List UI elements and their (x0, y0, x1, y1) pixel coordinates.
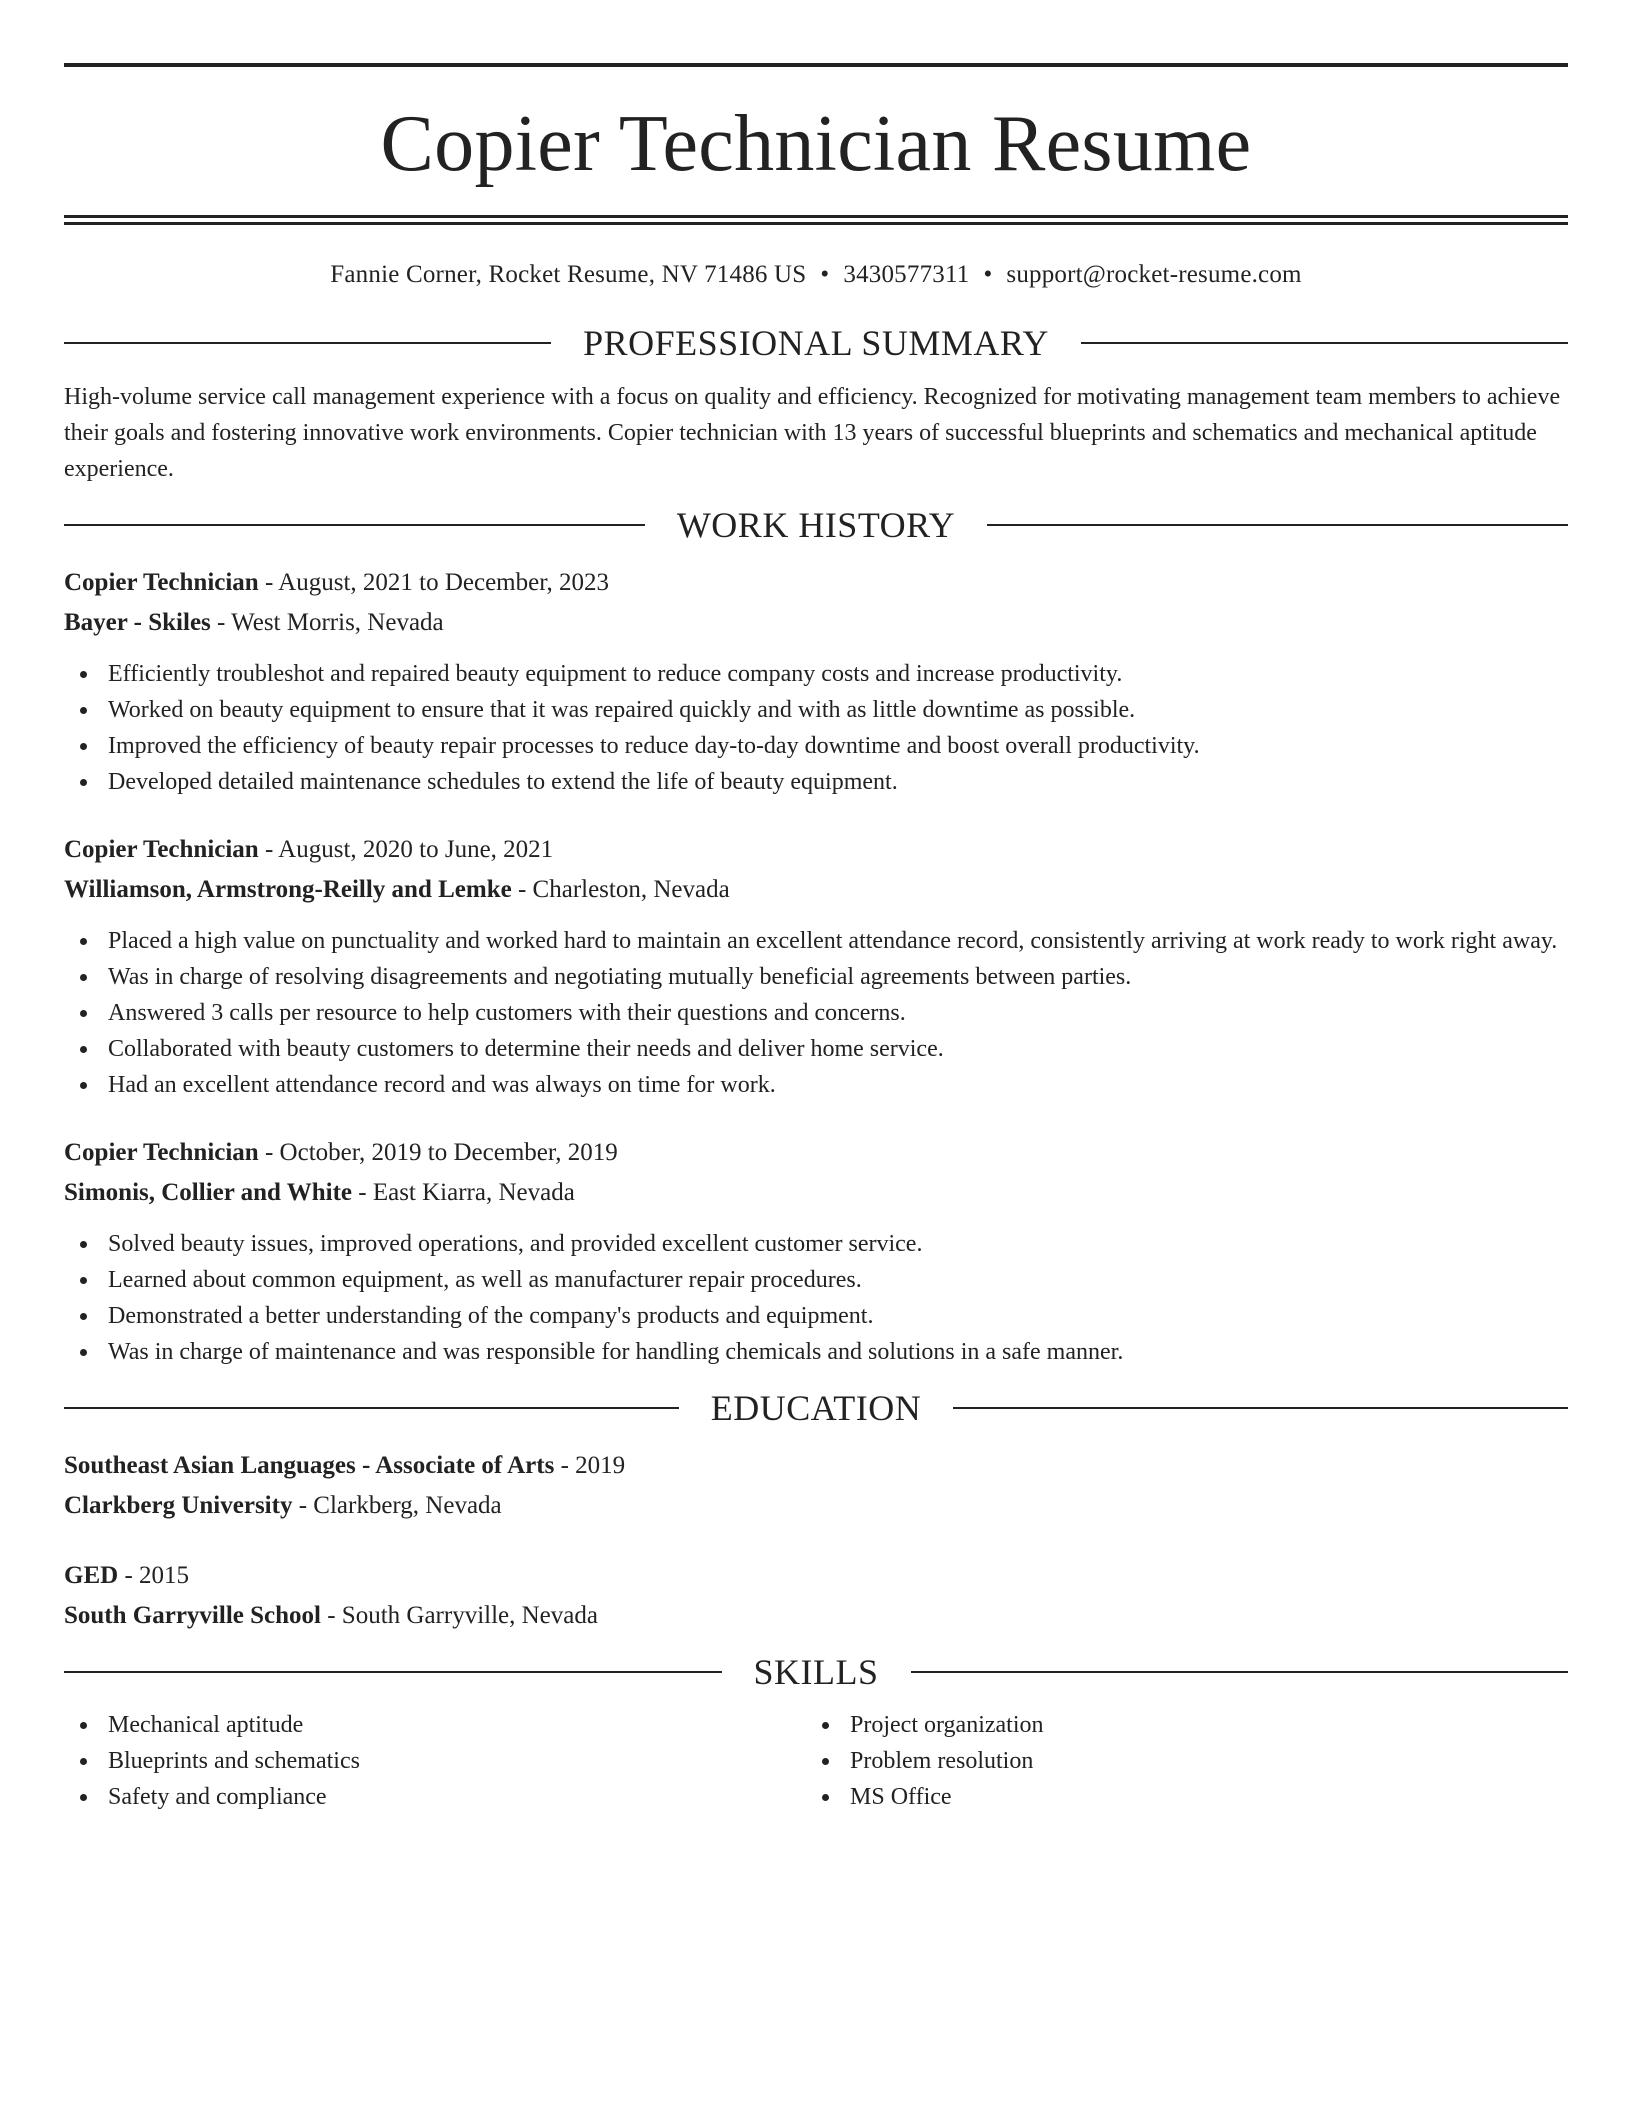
skill-text: MS Office (850, 1784, 952, 1810)
job-bullet-text: Was in charge of resolving disagreements and negotiating mutually beneficial agreements between parties. (108, 964, 1132, 990)
work-heading (64, 503, 1568, 547)
heading-rule (64, 524, 645, 526)
contact-phone: 3430577311 (843, 261, 970, 288)
contact-separator: • (820, 261, 830, 288)
job-company-line (64, 870, 1568, 910)
bullet-icon (80, 779, 87, 786)
job-company: Bayer - Skiles (64, 609, 211, 636)
bullet-icon (80, 707, 87, 714)
job-location: - Charleston, Nevada (511, 876, 730, 903)
heading-rule (911, 1671, 1569, 1673)
heading-rule (1081, 342, 1568, 344)
job-bullet (108, 923, 1568, 959)
bullet-icon (822, 1794, 829, 1801)
job-bullet (108, 1262, 1568, 1298)
heading-rule (64, 1407, 679, 1409)
bullet-icon (80, 1722, 87, 1729)
job-dates: - August, 2021 to December, 2023 (258, 569, 610, 596)
skills-column-right (806, 1707, 1548, 1815)
job-bullet-text: Had an excellent attendance record and was always on time for work. (108, 1072, 776, 1098)
bullet-icon (822, 1758, 829, 1765)
summary-heading-label: PROFESSIONAL SUMMARY (583, 323, 1049, 363)
job-entry (64, 1133, 1568, 1370)
skill-item (850, 1707, 1548, 1743)
work-heading-label: WORK HISTORY (676, 505, 956, 545)
job-title-line (64, 563, 1568, 603)
job-bullet-text: Answered 3 calls per resource to help customers with their questions and concerns. (108, 1000, 906, 1026)
job-bullet (108, 1334, 1568, 1370)
skills-heading-label: SKILLS (753, 1652, 879, 1692)
job-title: Copier Technician (64, 836, 259, 863)
bullet-icon (80, 1082, 87, 1089)
skills-list (64, 1707, 1568, 1815)
skill-text: Project organization (850, 1712, 1044, 1738)
education-degree-line (64, 1446, 1568, 1486)
skill-text: Blueprints and schematics (108, 1748, 360, 1774)
education-degree: Southeast Asian Languages - Associate of Arts (64, 1452, 555, 1479)
job-bullet (108, 959, 1568, 995)
education-heading (64, 1386, 1568, 1430)
education-school-line (64, 1486, 1568, 1526)
contact-email: support@rocket-resume.com (1006, 261, 1302, 288)
job-bullet-text: Efficiently troubleshot and repaired beauty equipment to reduce company costs and increase productivity. (108, 661, 1123, 687)
job-bullet-text: Developed detailed maintenance schedules to extend the life of beauty equipment. (108, 769, 898, 795)
skills-heading (64, 1650, 1568, 1694)
education-school: Clarkberg University (64, 1492, 293, 1519)
education-heading-label: EDUCATION (710, 1388, 922, 1428)
skills-bullets (64, 1707, 806, 1815)
bullet-icon (80, 1010, 87, 1017)
bullet-icon (80, 1313, 87, 1320)
job-bullets (64, 923, 1568, 1103)
skill-text: Mechanical aptitude (108, 1712, 304, 1738)
bullet-icon (80, 743, 87, 750)
job-bullet-text: Learned about common equipment, as well as manufacturer repair procedures. (108, 1267, 862, 1293)
job-bullet (108, 692, 1568, 728)
skill-item (108, 1707, 806, 1743)
job-bullet-text: Improved the efficiency of beauty repair processes to reduce day-to-day downtime and boost overall productivity. (108, 733, 1200, 759)
job-bullet-text: Collaborated with beauty customers to determine their needs and deliver home service. (108, 1036, 944, 1062)
education-location: - Clarkberg, Nevada (292, 1492, 502, 1519)
summary-heading (64, 321, 1568, 365)
heading-rule (64, 1671, 722, 1673)
skill-item (850, 1779, 1548, 1815)
bullet-icon (80, 1794, 87, 1801)
bullet-icon (80, 1241, 87, 1248)
job-bullet (108, 1067, 1568, 1103)
skills-column-left (64, 1707, 806, 1815)
education-year: - 2019 (554, 1452, 626, 1479)
job-dates: - October, 2019 to December, 2019 (258, 1139, 618, 1166)
job-entry (64, 563, 1568, 800)
job-bullet (108, 1226, 1568, 1262)
heading-rule (987, 524, 1568, 526)
contact-address: Fannie Corner, Rocket Resume, NV 71486 US (330, 261, 807, 288)
education-degree: GED (64, 1562, 119, 1589)
skills-bullets (806, 1707, 1548, 1815)
job-title: Copier Technician (64, 1139, 259, 1166)
job-bullet-text: Was in charge of maintenance and was responsible for handling chemicals and solutions in a safe manner. (108, 1339, 1124, 1365)
summary-text: High-volume service call management experience with a focus on quality and efficiency. Recognized for motivating management team members to achieve their goals and fostering innovative work environments. Copier technician with 13 years of successful blueprints and schematics and mechanical aptitude experience. (64, 384, 1561, 482)
education-school-line (64, 1596, 1568, 1636)
education-degree-line (64, 1556, 1568, 1596)
job-title: Copier Technician (64, 569, 259, 596)
job-bullet (108, 1031, 1568, 1067)
job-location: - East Kiarra, Nevada (352, 1179, 575, 1206)
bullet-icon (822, 1722, 829, 1729)
bullet-icon (80, 1349, 87, 1356)
job-company: Williamson, Armstrong-Reilly and Lemke (64, 876, 512, 903)
contact-separator: • (983, 261, 993, 288)
education-location: - South Garryville, Nevada (320, 1602, 598, 1629)
bullet-icon (80, 1758, 87, 1765)
skill-text: Problem resolution (850, 1748, 1034, 1774)
job-company-line (64, 603, 1568, 643)
education-school: South Garryville School (64, 1602, 321, 1629)
job-bullet-text: Demonstrated a better understanding of the company's products and equipment. (108, 1303, 874, 1329)
job-bullets (64, 1226, 1568, 1370)
bullet-icon (80, 671, 87, 678)
job-dates: - August, 2020 to June, 2021 (258, 836, 554, 863)
job-bullet (108, 764, 1568, 800)
top-rule (64, 63, 1568, 67)
job-bullet-text: Solved beauty issues, improved operations, and provided excellent customer service. (108, 1231, 923, 1257)
job-title-line (64, 1133, 1568, 1173)
skill-item (850, 1743, 1548, 1779)
bullet-icon (80, 974, 87, 981)
job-bullets (64, 656, 1568, 800)
heading-rule (953, 1407, 1568, 1409)
education-entry (64, 1446, 1568, 1526)
job-entry (64, 830, 1568, 1103)
title-double-rule (64, 215, 1568, 225)
bullet-icon (80, 1046, 87, 1053)
education-entry (64, 1556, 1568, 1636)
job-bullet-text: Worked on beauty equipment to ensure that it was repaired quickly and with as little downtime as possible. (108, 697, 1136, 723)
bullet-icon (80, 1277, 87, 1284)
resume-title: Copier Technician Resume (380, 100, 1252, 188)
job-company: Simonis, Collier and White (64, 1179, 353, 1206)
job-bullet (108, 728, 1568, 764)
job-bullet (108, 656, 1568, 692)
job-title-line (64, 830, 1568, 870)
contact-line (64, 259, 1568, 291)
skill-item (108, 1743, 806, 1779)
job-bullet (108, 1298, 1568, 1334)
job-bullet-text: Placed a high value on punctuality and worked hard to maintain an excellent attendance record, consistently arriving at work ready to work right away. (108, 928, 1558, 954)
job-bullet (108, 995, 1568, 1031)
education-year: - 2015 (118, 1562, 190, 1589)
skill-item (108, 1779, 806, 1815)
bullet-icon (80, 938, 87, 945)
skill-text: Safety and compliance (108, 1784, 327, 1810)
heading-rule (64, 342, 551, 344)
job-location: - West Morris, Nevada (210, 609, 444, 636)
job-company-line (64, 1173, 1568, 1213)
